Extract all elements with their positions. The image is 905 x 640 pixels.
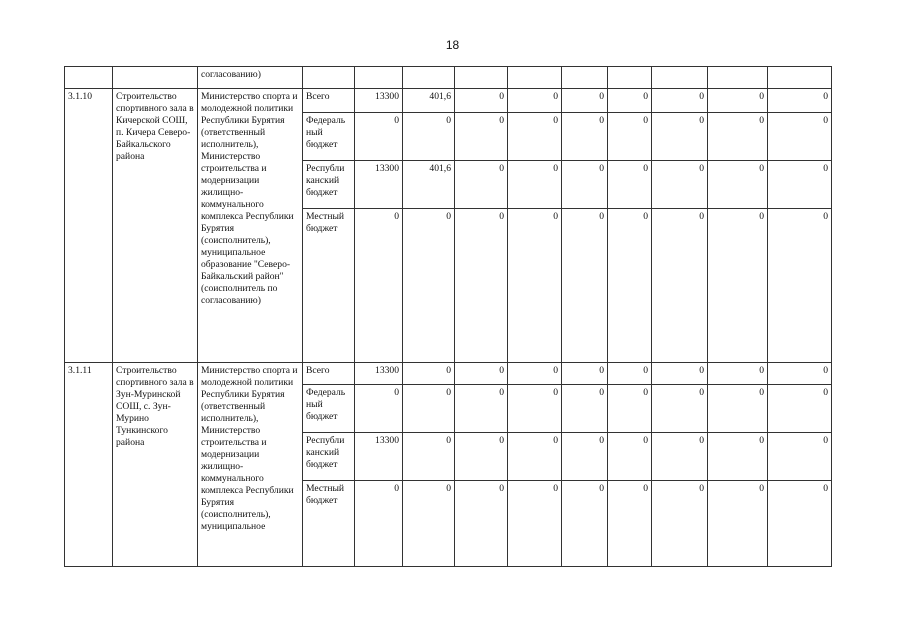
value-cell: 0	[768, 481, 832, 567]
value-cell: 0	[708, 481, 768, 567]
value-cell: 0	[652, 363, 708, 385]
code-cell	[65, 67, 113, 89]
value-cell: 0	[455, 161, 508, 209]
source-label: Республи канский бюджет	[303, 433, 355, 481]
name-cell	[113, 67, 198, 89]
value-cell: 0	[608, 113, 652, 161]
value-cell: 401,6	[403, 161, 455, 209]
carry-over-row	[65, 67, 832, 89]
value-cell: 0	[355, 385, 403, 433]
value-cell: 0	[768, 89, 832, 113]
program-table	[64, 66, 832, 567]
value-cell: 0	[508, 113, 562, 161]
value-cell: 13300	[355, 89, 403, 113]
source-label: Всего	[303, 363, 355, 385]
value-cell: 0	[508, 89, 562, 113]
value-cell: 0	[708, 89, 768, 113]
value-cell: 0	[455, 363, 508, 385]
value-cell: 13300	[355, 433, 403, 481]
value-cell: 0	[708, 161, 768, 209]
page-number: 18	[445, 38, 460, 52]
value-cell: 0	[608, 89, 652, 113]
source-label: Федераль ный бюджет	[303, 385, 355, 433]
value-cell: 0	[708, 209, 768, 363]
value-cell: 0	[768, 161, 832, 209]
value-cell: 0	[768, 385, 832, 433]
value-cell: 0	[508, 209, 562, 363]
value-cell: 0	[708, 113, 768, 161]
value-cell: 0	[708, 385, 768, 433]
value-cell: 0	[562, 161, 608, 209]
value-cell: 0	[652, 209, 708, 363]
value-cell: 0	[403, 433, 455, 481]
value-cell: 0	[455, 113, 508, 161]
value-cell: 0	[608, 363, 652, 385]
value-cell: 0	[508, 363, 562, 385]
value-cell: 0	[768, 209, 832, 363]
value-cell: 0	[455, 385, 508, 433]
value-cell: 0	[652, 385, 708, 433]
value-cell: 0	[768, 363, 832, 385]
executor-cell: Министерство спорта и молодежной политики Республики Бурятия (ответственный исполнитель), Министерство строительства и модернизации жилищно-коммунального комплекса Республики Бурятия (соисполнитель), муниципальное	[198, 363, 303, 567]
value-cell: 0	[768, 113, 832, 161]
value-cell: 0	[708, 433, 768, 481]
source-label: Федераль ный бюджет	[303, 113, 355, 161]
value-cell: 0	[508, 161, 562, 209]
value-cell: 0	[608, 481, 652, 567]
source-label: Республи канский бюджет	[303, 161, 355, 209]
value-cell: 0	[403, 113, 455, 161]
value-cell: 0	[355, 113, 403, 161]
value-cell: 0	[652, 89, 708, 113]
value-cell: 0	[608, 209, 652, 363]
value-cell: 0	[355, 481, 403, 567]
value-cell: 0	[562, 113, 608, 161]
source-label: Всего	[303, 89, 355, 113]
value-cell: 0	[562, 481, 608, 567]
value-cell: 0	[508, 433, 562, 481]
value-cell: 0	[562, 433, 608, 481]
code-cell: 3.1.10	[65, 89, 113, 363]
value-cell: 0	[768, 433, 832, 481]
value-cell: 0	[455, 481, 508, 567]
executor-cell: Министерство спорта и молодежной политики Республики Бурятия (ответственный исполнитель), Министерство строительства и модернизации жилищно-коммунального комплекса Республики Бурятия (соисполнитель), муниципальное образование "Северо-Байкальский район" (соисполнитель по согласованию)	[198, 89, 303, 363]
table-row	[65, 89, 832, 113]
value-cell: 0	[652, 161, 708, 209]
value-cell: 0	[608, 433, 652, 481]
source-label: Местный бюджет	[303, 209, 355, 363]
value-cell: 13300	[355, 363, 403, 385]
value-cell: 0	[562, 363, 608, 385]
value-cell: 0	[455, 89, 508, 113]
value-cell: 0	[562, 209, 608, 363]
value-cell: 0	[455, 209, 508, 363]
value-cell: 0	[608, 385, 652, 433]
name-cell: Строительство спортивного зала в Кичерской СОШ, п. Кичера Северо-Байкальского района	[113, 89, 198, 363]
value-cell: 0	[403, 363, 455, 385]
code-cell: 3.1.11	[65, 363, 113, 567]
value-cell: 0	[403, 481, 455, 567]
value-cell: 0	[652, 433, 708, 481]
value-cell: 0	[708, 363, 768, 385]
table-row	[65, 363, 832, 385]
value-cell: 0	[455, 433, 508, 481]
value-cell: 0	[403, 385, 455, 433]
value-cell: 0	[608, 161, 652, 209]
value-cell: 0	[562, 385, 608, 433]
name-cell: Строительство спортивного зала в Зун-Муринской СОШ, с. Зун-Мурино Тункинского района	[113, 363, 198, 567]
executor-cell: согласованию)	[198, 67, 303, 89]
value-cell: 0	[652, 113, 708, 161]
value-cell: 0	[403, 209, 455, 363]
value-cell: 0	[355, 209, 403, 363]
value-cell: 0	[508, 385, 562, 433]
value-cell: 401,6	[403, 89, 455, 113]
value-cell: 0	[562, 89, 608, 113]
source-label: Местный бюджет	[303, 481, 355, 567]
value-cell: 13300	[355, 161, 403, 209]
value-cell: 0	[508, 481, 562, 567]
value-cell: 0	[652, 481, 708, 567]
